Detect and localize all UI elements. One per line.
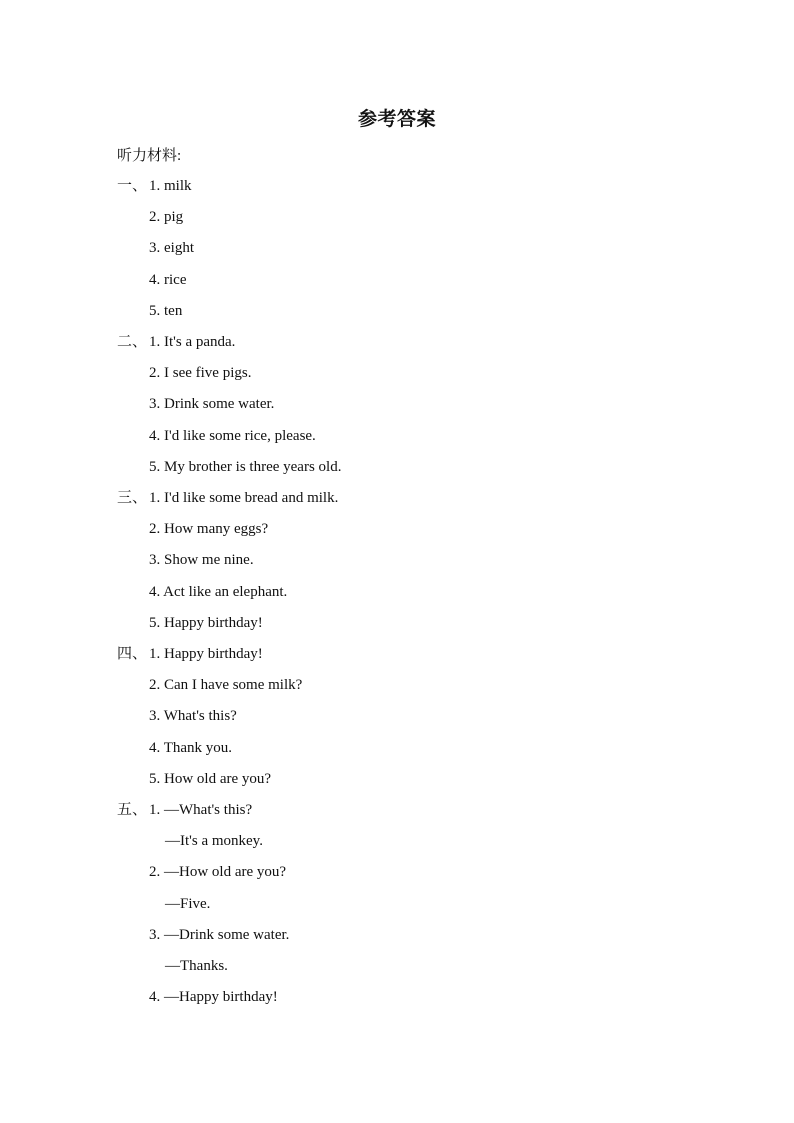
answer-line: 3. Drink some water. <box>149 396 275 413</box>
answer-line: 2. Can I have some milk? <box>149 677 303 694</box>
answer-line: 2. pig <box>149 209 184 226</box>
answer-line: 1. Happy birthday! <box>149 646 263 662</box>
page-title: 参考答案 <box>357 109 436 130</box>
section-heading: 听力材料: <box>117 148 182 164</box>
answer-line: 1. I'd like some bread and milk. <box>149 490 339 506</box>
answer-line: 5. Happy birthday! <box>149 614 263 631</box>
answer-line: 3. —Drink some water. <box>149 926 290 943</box>
answer-line: 2. I see five pigs. <box>149 365 252 382</box>
section-marker: 二、 <box>117 334 148 350</box>
answer-line: 1. milk <box>149 178 192 194</box>
answer-line: 1. It's a panda. <box>149 334 236 350</box>
answer-line: 5. How old are you? <box>149 770 272 787</box>
answer-line: 1. —What's this? <box>149 802 253 818</box>
answer-line: 2. How many eggs? <box>149 521 269 538</box>
answer-line: 2. —How old are you? <box>149 864 287 881</box>
answer-line: 3. eight <box>149 240 194 257</box>
answer-line: 4. I'd like some rice, please. <box>149 427 316 444</box>
section-marker: 一、 <box>117 178 148 194</box>
answer-reply-line: —Thanks. <box>165 958 228 974</box>
answer-line: 5. ten <box>149 302 183 319</box>
answer-line: 3. What's this? <box>149 708 237 725</box>
answer-reply-line: —It's a monkey. <box>165 833 263 850</box>
answer-line: 4. Act like an elephant. <box>149 583 288 600</box>
section-marker: 五、 <box>117 802 148 818</box>
answer-line: 5. My brother is three years old. <box>149 458 342 475</box>
answer-line: 3. Show me nine. <box>149 552 254 569</box>
answer-reply-line: —Five. <box>165 895 211 912</box>
answer-line: 4. Thank you. <box>149 739 233 756</box>
answer-line: 4. —Happy birthday! <box>149 989 278 1006</box>
answer-line: 4. rice <box>149 271 187 288</box>
section-marker: 四、 <box>117 646 148 662</box>
section-marker: 三、 <box>117 490 148 506</box>
